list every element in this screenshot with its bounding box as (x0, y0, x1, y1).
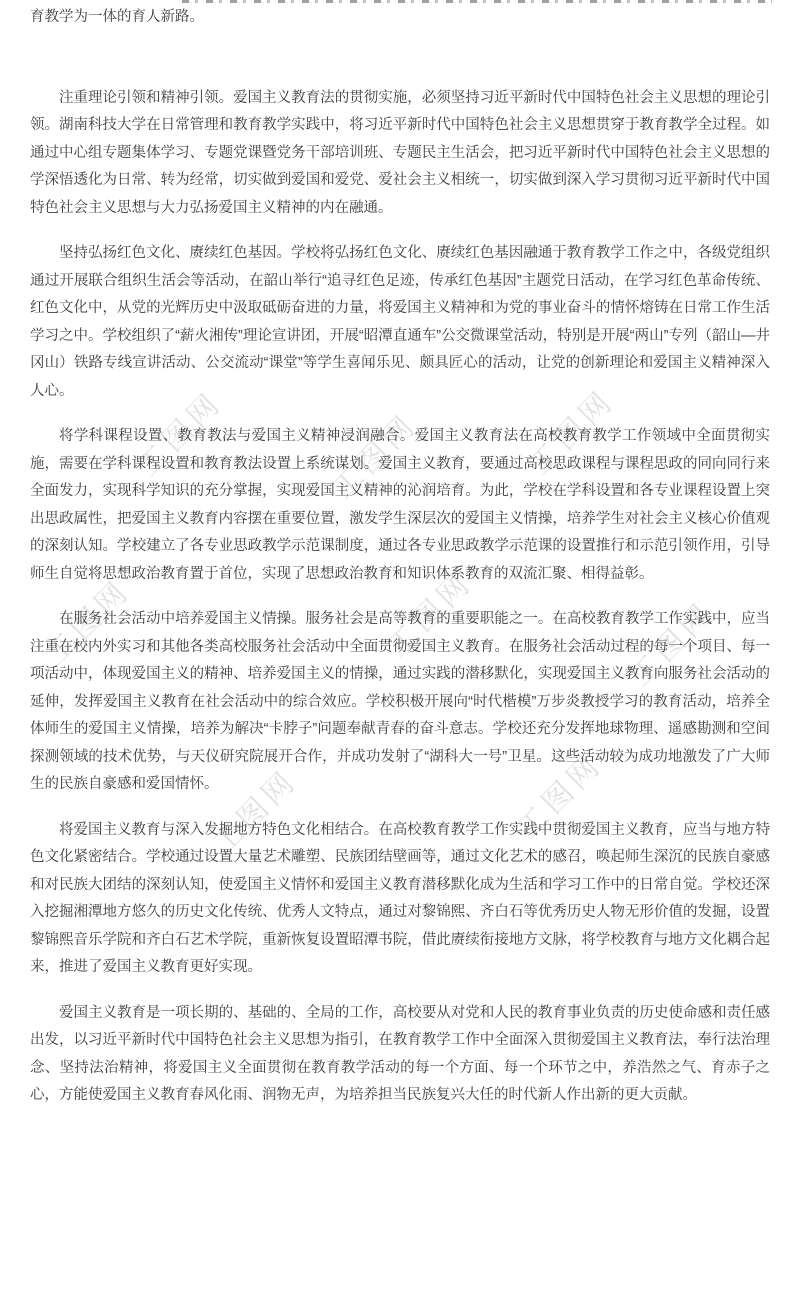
watermark-text: 工图网 (39, 573, 137, 672)
watermark-text: 工图网 (623, 595, 721, 694)
watermark-text: 工图网 (326, 407, 424, 506)
paragraph-continuation: 育教学为一体的育人新路。 (30, 9, 204, 25)
paragraph-local-culture: 将爱国主义教育与深入发掘地方特色文化相结合。在高校教育教学工作实践中贯彻爱国主义教育，应当与地方特色文化紧密结合。学校通过设置大量艺术雕塑、民族团结壁画等，通过文化艺术的感召，唤起师生深沉的民族自豪感和对民族大团结的深刻认知，使爱国主义情怀和爱国主义教育潜移默化成为生活和学习工作中的日常自觉。学校还深入挖掘湘潭地方悠久的历史文化传统、优秀人文特点，通过对黎锦熙、齐白石等优秀历史人物无形价值的发掘，设置黎锦熙音乐学院和齐白石艺术学院，重新恢复设置昭潭书院，借此赓续衔接地方文脉，将学校教育与地方文化耦合起来，推进了爱国主义教育更好实现。 (30, 821, 770, 975)
watermark-text: 工图网 (131, 385, 229, 484)
paragraph-social-service: 在服务社会活动中培养爱国主义情操。服务社会是高等教育的重要职能之一。在高校教育教学工作实践中，应当注重在校内外实习和其他各类高校服务社会活动中全面贯彻爱国主义教育。在服务社会活动过程的每一个项目、每一项活动中，体现爱国主义的精神、培养爱国主义的情操，通过实践的潜移默化，实现爱国主义教育向服务社会活动的延伸，发挥爱国主义教育在社会活动中的综合效应。学校积极开展向“时代楷模”万步炎教授学习的教育活动，培养全体师生的爱国主义情操，培养为解决“卡脖子”问题奉献青春的奋斗意志。学校还充分发挥地球物理、遥感勘测和空间探测领域的技术优势，与天仪研究院展开合作，并成功发射了“湖科大一号”卫星。这些活动较为成功地激发了广大师生的民族自豪感和爱国情怀。 (30, 611, 770, 792)
watermark-text: 工图网 (523, 383, 621, 482)
paragraph-theory-guidance: 注重理论引领和精神引领。爱国主义教育法的贯彻实施，必须坚持习近平新时代中国特色社会主义思想的理论引领。湖南科技大学在日常管理和教育教学实践中，将习近平新时代中国特色社会主义思想贯穿于教育教学全过程。如通过中心组专题集体学习、专题党课暨党务干部培训班、专题民主生活会，把习近平新时代中国特色社会主义思想的学深悟透化为日常、转为经常，切实做到爱国和爱党、爱社会主义相统一，切实做到深入学习贯彻习近平新时代中国特色社会主义思想与大力弘扬爱国主义精神的内在融通。 (30, 89, 770, 216)
watermark-text: 工图网 (511, 747, 609, 846)
cropped-line-fragment (182, 0, 772, 3)
paragraph-red-culture: 坚持弘扬红色文化、赓续红色基因。学校将弘扬红色文化、赓续红色基因融通于教育教学工作之中，各级党组织通过开展联合组织生活会等活动，在韶山举行“追寻红色足迹，传承红色基因”主题党日活动，在学习红色革命传统、红色文化中，从党的光辉历史中汲取砥砺奋进的力量，将爱国主义精神和为党的事业奋斗的情怀熔铸在日常工作生活学习之中。学校组织了“薪火湘传”理论宣讲团，开展“昭潭直通车”公交微课堂活动，特别是开展“两山”专列（韶山—井冈山）铁路专线宣讲活动、公交流动“课堂”等学生喜闻乐见、颇具匠心的活动，让党的创新理论和爱国主义精神深入人心。 (30, 245, 770, 399)
paragraph-conclusion: 爱国主义教育是一项长期的、基础的、全局的工作，高校要从对党和人民的教育事业负责的历史使命感和责任感出发，以习近平新时代中国特色社会主义思想为指引，在教育教学工作中全面深入贯彻爱国主义教育法，奉行法治理念、坚持法治精神，将爱国主义全面贯彻在教育教学活动的每一个方面、每一个环节之中，养浩然之气、育赤子之心，方能使爱国主义教育春风化雨、润物无声，为培养担当民族复兴大任的时代新人作出新的更大贡献。 (30, 1004, 770, 1103)
watermark-text: 工图网 (206, 763, 304, 862)
paragraph-curriculum: 将学科课程设置、教育教法与爱国主义精神浸润融合。爱国主义教育法在高校教育教学工作领域中全面贯彻实施，需要在学科课程设置和教育教法设置上系统谋划。爱国主义教育，要通过高校思政课程与课程思政的同向同行来全面发力，实现科学知识的充分掌握，实现爱国主义精神的沁润培育。为此，学校在学科设置和各专业课程设置上突出思政属性，把爱国主义教育内容摆在重要位置，激发学生深层次的爱国主义情操，培养学生对社会主义核心价值观的深刻认知。学校建立了各专业思政教学示范课制度，通过各专业思政教学示范课的设置推行和示范引领作用，引导师生自觉将思想政治教育置于首位，实现了思想政治教育和知识体系教育的双流汇聚、相得益彰。 (30, 428, 770, 582)
watermark-text: 工图网 (381, 565, 479, 664)
